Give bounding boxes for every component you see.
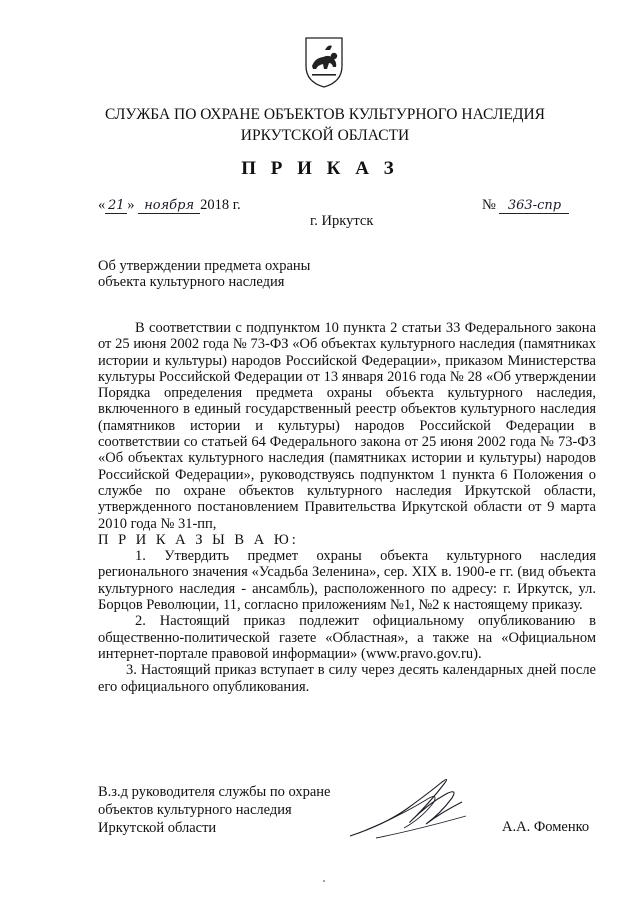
number-value: 363-спр (499, 198, 569, 214)
document-type-title: П Р И К А З (241, 158, 399, 179)
signatory-line-3: Иркутской области (98, 820, 217, 836)
date-month: ноября (138, 198, 200, 214)
document-number (482, 197, 569, 214)
date-quote-close: » (127, 197, 135, 213)
order-item-3: 3. Настоящий приказ вступает в силу через десять календарных дней после его официального опубликования. (98, 662, 596, 695)
signatory-title (98, 783, 331, 837)
document-body (98, 320, 596, 695)
signatory-name: А.А. Фоменко (502, 819, 590, 835)
date-day: 21 (105, 198, 127, 214)
date-quote-open: « (98, 197, 106, 213)
document-subject: Об утверждении предмета охраны объекта культурного наследия (98, 258, 311, 290)
signatory-line-1: В.з.д руководителя службы по охране (98, 784, 331, 800)
coat-of-arms-icon (303, 36, 345, 88)
order-word: П Р И К А З Ы В А Ю: (98, 531, 299, 548)
order-item-2: 2. Настоящий приказ подлежит официальному опубликованию в общественно-политической газете «Областная», а также на «Официальном интернет-портале правовой информации» (www.pravo.gov.ru). (98, 613, 596, 662)
order-item-1: 1. Утвердить предмет охраны объекта культурного наследия регионального значения «Усадьба Зеленина», сер. XIX в. 1900-е гг. (вид объекта культурного наследия - ансамбль), расположенного по адресу: г. Иркутск, ул. Борцов Революции, 11, согласно приложениям №1, №2 к настоящему приказу. (98, 548, 596, 614)
organization-name: СЛУЖБА ПО ОХРАНЕ ОБЪЕКТОВ КУЛЬТУРНОГО НАСЛЕДИЯ ИРКУТСКОЙ ОБЛАСТИ (104, 106, 546, 144)
scan-speck (323, 880, 325, 882)
handwritten-signature (346, 772, 470, 842)
signatory-line-2: объектов культурного наследия (98, 802, 292, 818)
number-prefix: № (482, 197, 496, 213)
preamble-paragraph: В соответствии с подпунктом 10 пункта 2 статьи 33 Федерального закона от 25 июня 2002 года № 73-ФЗ «Об объектах культурного наследия (памятниках истории и культуры) народов Российской Федерации», приказом Министерства культуры Российской Федерации от 13 января 2016 года № 28 «Об утверждении Порядка определения предмета охраны объекта культурного наследия, включенного в единый государственный реестр объектов культурного наследия (памятников истории и культуры) народов Российской Федерации в соответствии со статьей 64 Федерального закона от 25 июня 2002 года № 73-ФЗ «Об объектах культурного наследия (памятниках истории и культуры) народов Российской Федерации», руководствуясь подпунктом 1 пункта 6 Положения о службе по охране объектов культурного наследия Иркутской области, утвержденного постановлением Правительства Иркутской области от 9 марта 2010 года № 31-пп, (98, 320, 596, 532)
document-date (98, 197, 241, 214)
date-year: 2018 г. (200, 197, 241, 213)
document-city: г. Иркутск (310, 213, 374, 229)
